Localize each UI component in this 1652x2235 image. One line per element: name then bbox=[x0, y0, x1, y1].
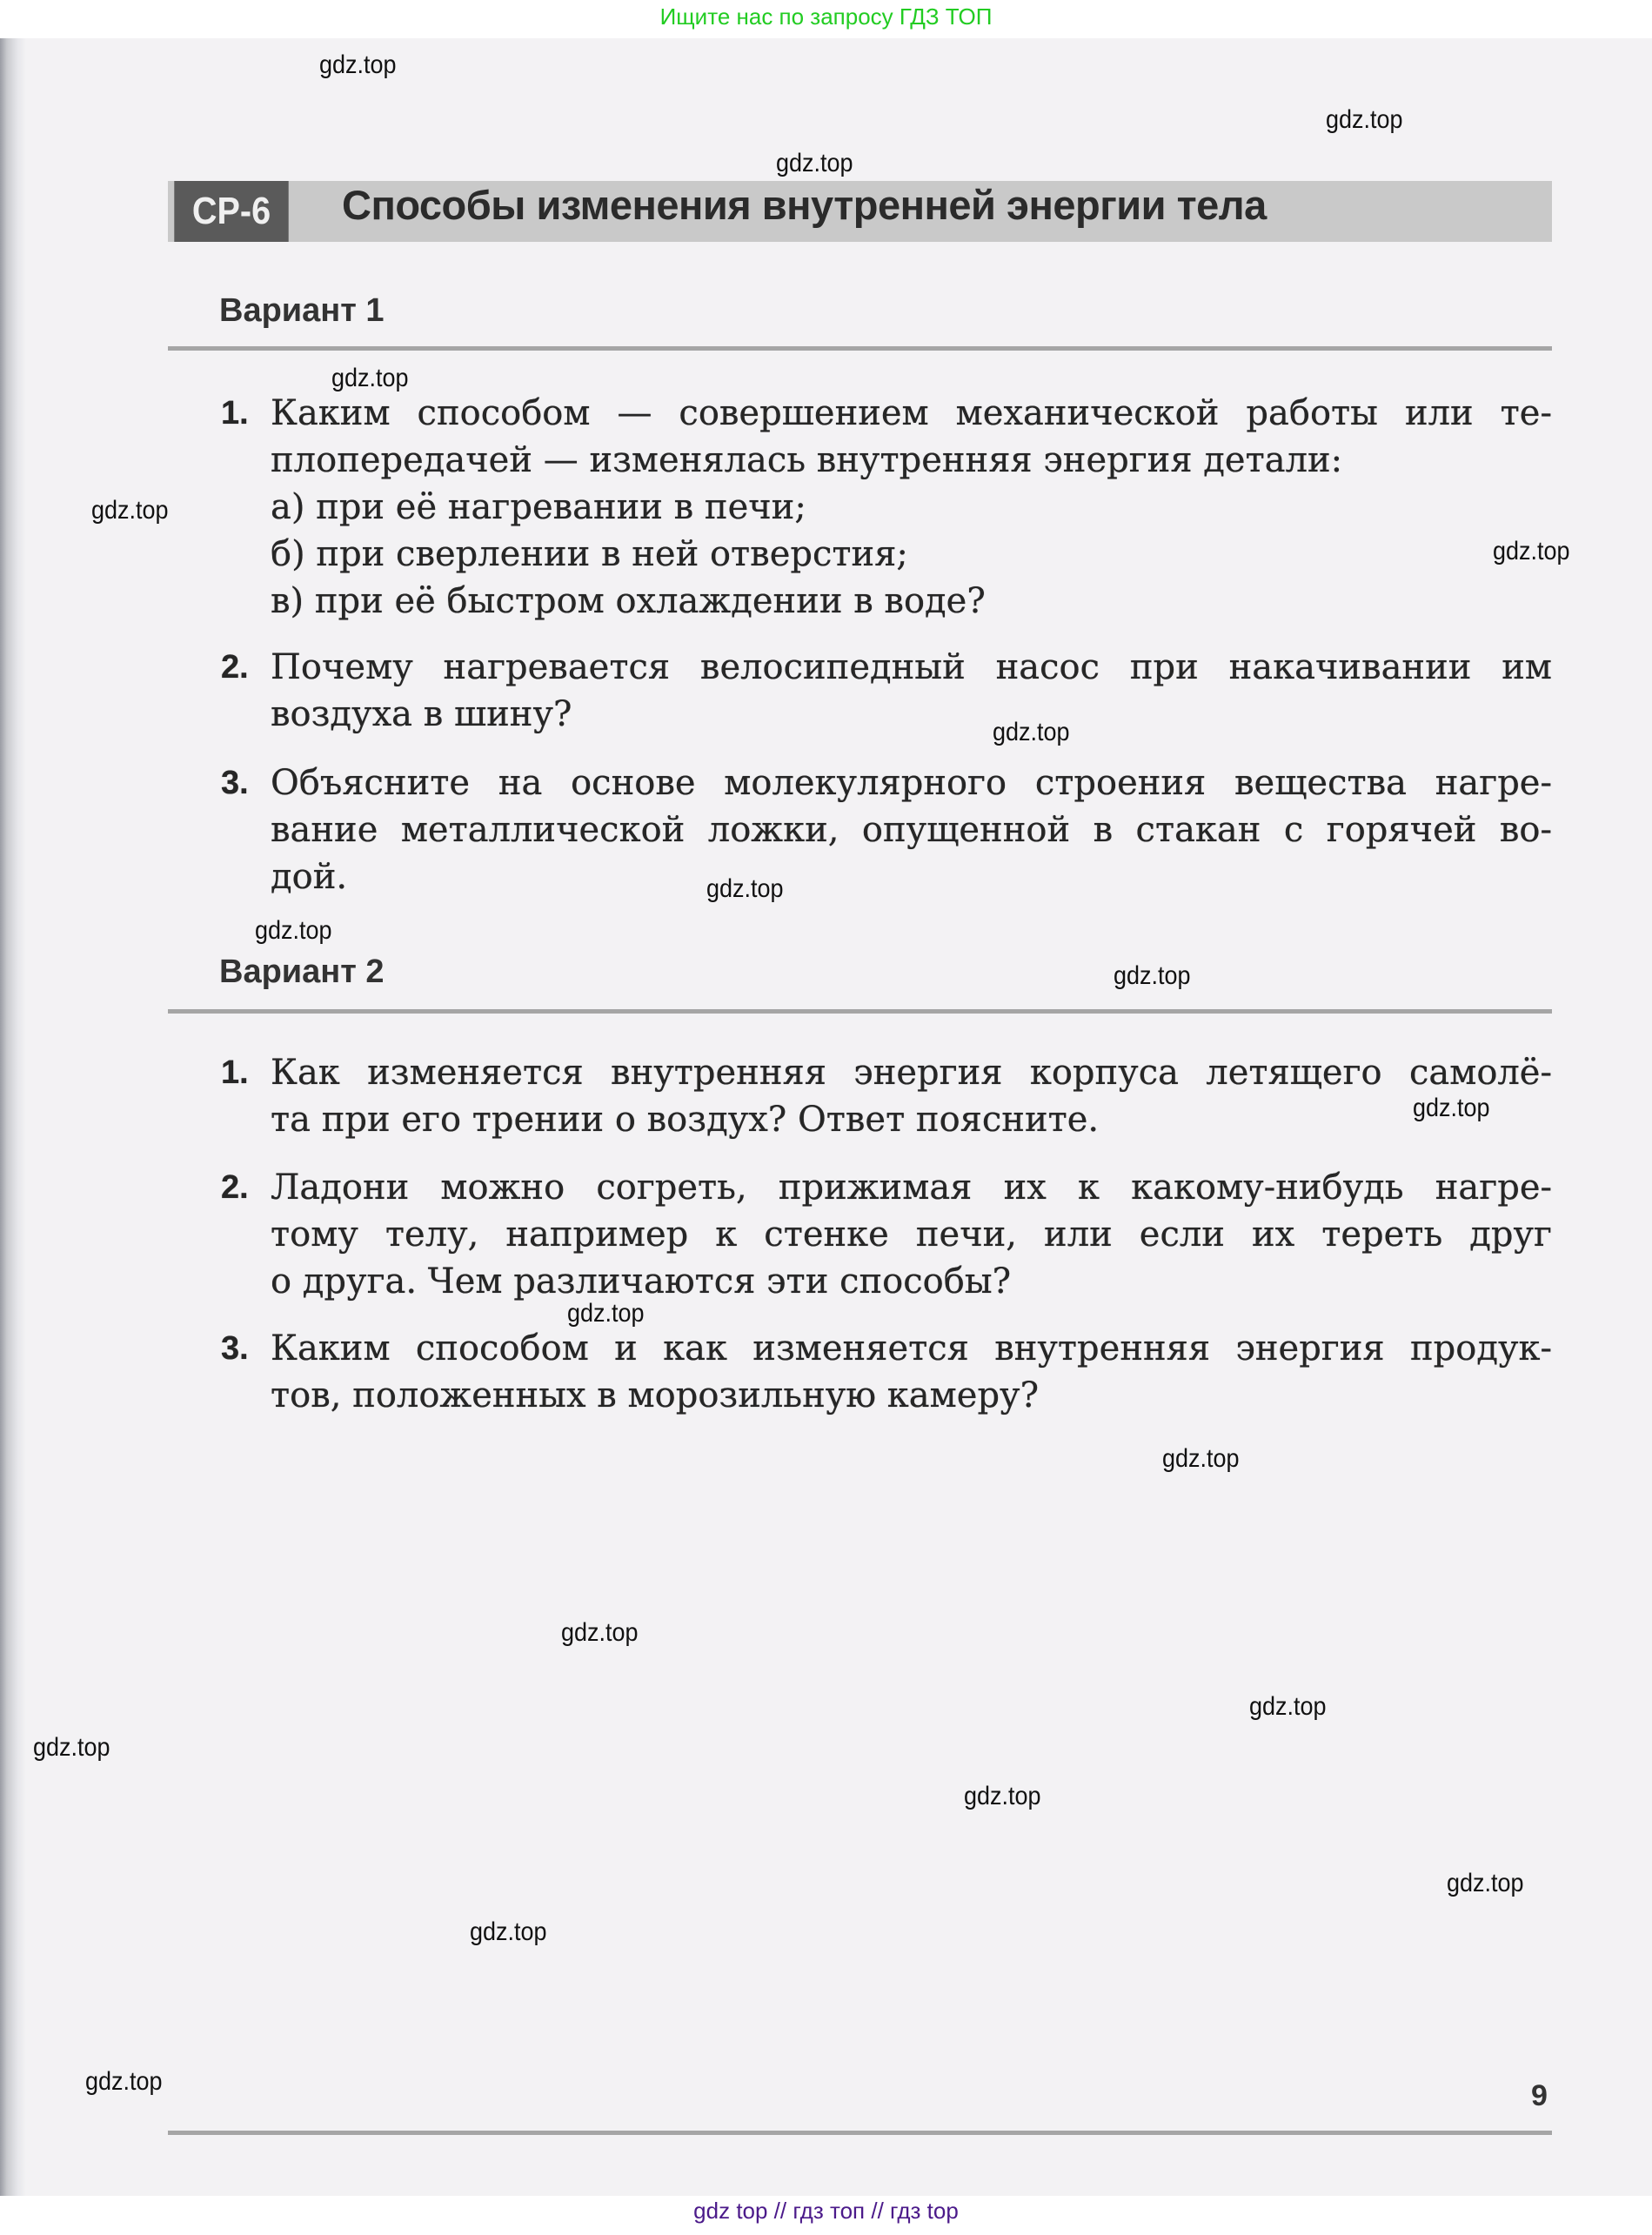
watermark: gdz.top bbox=[1249, 1692, 1327, 1721]
question-number: 1. bbox=[221, 395, 249, 432]
question-line: воздуха в шину? bbox=[271, 694, 572, 734]
question-line: тому телу, например к стенке печи, или если их тереть друг bbox=[271, 1215, 1552, 1255]
v1-question-1 bbox=[221, 390, 1552, 625]
v1-question-3 bbox=[221, 759, 1552, 900]
watermark: gdz.top bbox=[567, 1299, 645, 1328]
question-line: Ладони можно согреть, прижимая их к какому-нибудь нагре- bbox=[271, 1168, 1552, 1208]
question-line: Как изменяется внутренняя энергия корпуса летящего самолё- bbox=[271, 1053, 1552, 1093]
variant-2-rule bbox=[168, 1009, 1552, 1014]
watermark: gdz.top bbox=[1326, 105, 1403, 134]
section-code: СР-6 bbox=[174, 181, 288, 242]
watermark: gdz.top bbox=[470, 1917, 547, 1946]
question-number: 2. bbox=[221, 649, 249, 686]
watermark: gdz.top bbox=[331, 364, 409, 392]
question-number: 3. bbox=[221, 1330, 249, 1367]
variant-1-rule bbox=[168, 346, 1552, 351]
question-line: дой. bbox=[271, 857, 348, 897]
question-line: Объясните на основе молекулярного строения вещества нагре- bbox=[271, 763, 1552, 803]
watermark: gdz.top bbox=[1447, 1869, 1524, 1897]
watermark: gdz.top bbox=[1413, 1094, 1490, 1122]
question-line: в) при её быстром охлаждении в воде? bbox=[271, 581, 986, 621]
watermark: gdz.top bbox=[85, 2067, 163, 2096]
question-line: тов, положенных в морозильную камеру? bbox=[271, 1375, 1040, 1415]
watermark: gdz.top bbox=[319, 50, 397, 79]
question-line: Каким способом и как изменяется внутренняя энергия продук- bbox=[271, 1328, 1552, 1368]
question-line: о друга. Чем различаются эти способы? bbox=[271, 1261, 1012, 1302]
variant-1-title: Вариант 1 bbox=[219, 292, 385, 329]
question-line: Каким способом — совершением механической работы или те- bbox=[271, 393, 1552, 433]
page-number: 9 bbox=[1531, 2079, 1548, 2112]
v1-question-2 bbox=[221, 644, 1552, 738]
section-title: Способы изменения внутренней энергии тела bbox=[342, 182, 1267, 228]
watermark: gdz.top bbox=[561, 1618, 639, 1647]
watermark: gdz.top bbox=[33, 1733, 110, 1762]
section-header bbox=[168, 181, 1552, 242]
watermark: gdz.top bbox=[255, 916, 332, 945]
footer-rule bbox=[168, 2131, 1552, 2135]
watermark: gdz.top bbox=[776, 149, 853, 177]
variant-2-title: Вариант 2 bbox=[219, 954, 385, 990]
top-banner: Ищите нас по запросу ГДЗ ТОП bbox=[659, 3, 993, 30]
question-number: 1. bbox=[221, 1054, 249, 1091]
question-line: Почему нагревается велосипедный насос при накачивании им bbox=[271, 647, 1552, 687]
question-number: 2. bbox=[221, 1169, 249, 1206]
watermark: gdz.top bbox=[1114, 961, 1191, 990]
question-line: вание металлической ложки, опущенной в стакан с горячей во- bbox=[271, 810, 1552, 850]
question-line: б) при сверлении в ней отверстия; bbox=[271, 534, 908, 574]
watermark: gdz.top bbox=[91, 496, 169, 525]
watermark: gdz.top bbox=[993, 718, 1070, 746]
v2-question-2 bbox=[221, 1164, 1552, 1305]
watermark: gdz.top bbox=[706, 874, 784, 903]
watermark: gdz.top bbox=[964, 1782, 1041, 1810]
watermark: gdz.top bbox=[1162, 1444, 1240, 1473]
watermark: gdz.top bbox=[1493, 537, 1570, 565]
question-line: та при его трении о воздух? Ответ поясните. bbox=[271, 1100, 1100, 1140]
question-number: 3. bbox=[221, 765, 249, 801]
bottom-banner: gdz top // гдз топ // гдз top bbox=[693, 2198, 959, 2224]
v2-question-1 bbox=[221, 1049, 1552, 1143]
v2-question-3 bbox=[221, 1325, 1552, 1419]
question-line: плопередачей — изменялась внутренняя энергия детали: bbox=[271, 440, 1343, 480]
page-binding-edge bbox=[0, 38, 26, 2196]
question-line: а) при её нагревании в печи; bbox=[271, 487, 806, 527]
